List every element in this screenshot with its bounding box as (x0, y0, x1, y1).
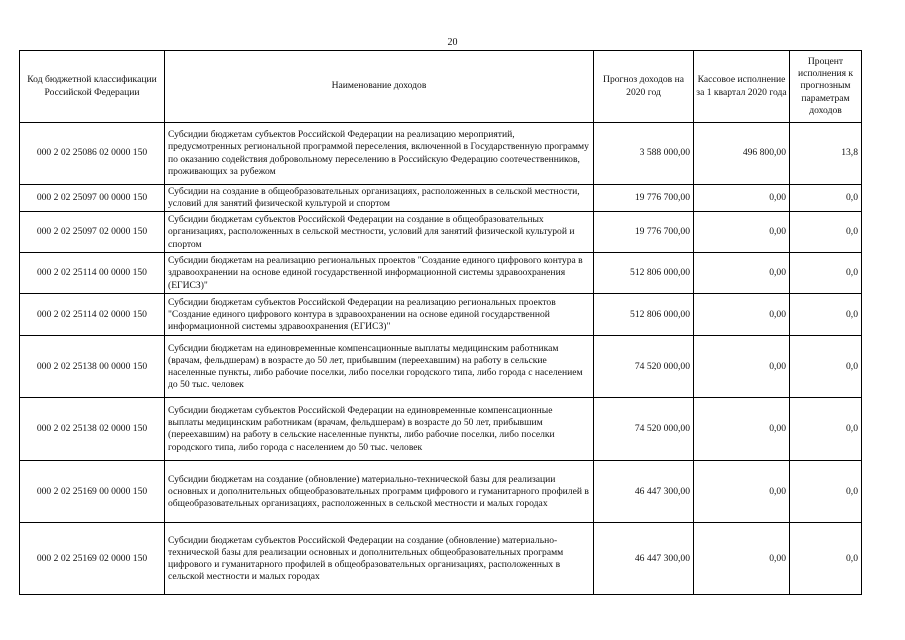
row-forecast: 512 806 000,00 (594, 294, 694, 336)
table-row (20, 294, 862, 336)
table-row (20, 523, 862, 595)
row-percent: 0,0 (790, 398, 862, 461)
row-percent: 0,0 (790, 253, 862, 294)
row-code: 000 2 02 25097 00 0000 150 (20, 185, 165, 212)
row-percent: 0,0 (790, 523, 862, 595)
row-percent: 0,0 (790, 212, 862, 253)
table-row (20, 253, 862, 294)
header-code: Код бюджетной классификации Российской Федерации (20, 51, 165, 123)
row-forecast: 46 447 300,00 (594, 461, 694, 523)
row-execution: 496 800,00 (694, 123, 790, 185)
header-percent: Процент исполнения к прогнозным параметрам доходов (790, 51, 862, 123)
table-row (20, 398, 862, 461)
table-row (20, 461, 862, 523)
header-name: Наименование доходов (165, 51, 594, 123)
row-code: 000 2 02 25138 00 0000 150 (20, 336, 165, 398)
row-execution: 0,00 (694, 294, 790, 336)
row-execution: 0,00 (694, 253, 790, 294)
row-code: 000 2 02 25086 02 0000 150 (20, 123, 165, 185)
row-percent: 0,0 (790, 294, 862, 336)
row-name: Субсидии бюджетам субъектов Российской Федерации на создание (обновление) материально-технической базы для реализации основных и дополнительных общеобразовательных программ цифрового и гуманитарного профилей в общеобразовательных организациях, расположенных в сельской местности и малых городах (165, 523, 594, 595)
row-code: 000 2 02 25114 00 0000 150 (20, 253, 165, 294)
row-name: Субсидии бюджетам субъектов Российской Федерации на реализацию региональных проектов "Создание единого цифрового контура в здравоохранении на основе единой государственной информационной системы здравоохранения (ЕГИСЗ)" (165, 294, 594, 336)
row-name: Субсидии бюджетам на реализацию региональных проектов "Создание единого цифрового контура в здравоохранении на основе единой государственной информационной системы здравоохранения (ЕГИСЗ)" (165, 253, 594, 294)
row-name: Субсидии бюджетам на создание (обновление) материально-технической базы для реализации основных и дополнительных общеобразовательных программ цифрового и гуманитарного профилей в общеобразовательных организациях, расположенных в сельской местности и малых городах (165, 461, 594, 523)
row-execution: 0,00 (694, 185, 790, 212)
row-forecast: 19 776 700,00 (594, 185, 694, 212)
row-execution: 0,00 (694, 336, 790, 398)
table-row (20, 123, 862, 185)
row-code: 000 2 02 25169 00 0000 150 (20, 461, 165, 523)
page-number: 20 (447, 37, 458, 48)
row-name: Субсидии на создание в общеобразовательных организациях, расположенных в сельской местности, условий для занятий физической культурой и спортом (165, 185, 594, 212)
row-name: Субсидии бюджетам субъектов Российской Федерации на реализацию мероприятий, предусмотренных региональной программой переселения, включенной в Государственную программу по оказанию содействия добровольному переселению в Российскую Федерацию соотечественников, проживающих за рубежом (165, 123, 594, 185)
table-header-row (20, 51, 862, 123)
revenue-table (19, 50, 862, 595)
row-code: 000 2 02 25138 02 0000 150 (20, 398, 165, 461)
row-code: 000 2 02 25097 02 0000 150 (20, 212, 165, 253)
table-row (20, 212, 862, 253)
row-forecast: 74 520 000,00 (594, 398, 694, 461)
header-forecast: Прогноз доходов на 2020 год (594, 51, 694, 123)
row-name: Субсидии бюджетам на единовременные компенсационные выплаты медицинским работникам (врачам, фельдшерам) в возрасте до 50 лет, прибывшим (переехавшим) на работу в сельские населенные пункты, либо рабочие поселки, либо поселки городского типа, либо города с населением до 50 тыс. человек (165, 336, 594, 398)
row-percent: 0,0 (790, 461, 862, 523)
row-forecast: 74 520 000,00 (594, 336, 694, 398)
row-forecast: 46 447 300,00 (594, 523, 694, 595)
row-name: Субсидии бюджетам субъектов Российской Федерации на создание в общеобразовательных организациях, расположенных в сельской местности, условий для занятий физической культурой и спортом (165, 212, 594, 253)
row-execution: 0,00 (694, 398, 790, 461)
table-row (20, 185, 862, 212)
row-code: 000 2 02 25169 02 0000 150 (20, 523, 165, 595)
row-execution: 0,00 (694, 212, 790, 253)
row-execution: 0,00 (694, 523, 790, 595)
row-forecast: 512 806 000,00 (594, 253, 694, 294)
row-percent: 13,8 (790, 123, 862, 185)
row-forecast: 3 588 000,00 (594, 123, 694, 185)
row-forecast: 19 776 700,00 (594, 212, 694, 253)
row-code: 000 2 02 25114 02 0000 150 (20, 294, 165, 336)
row-name: Субсидии бюджетам субъектов Российской Федерации на единовременные компенсационные выплаты медицинским работникам (врачам, фельдшерам) в возрасте до 50 лет, прибывшим (переехавшим) на работу в сельские населенные пункты, либо рабочие поселки, либо поселки городского типа, либо города с населением до 50 тыс. человек (165, 398, 594, 461)
header-execution: Кассовое исполнение за 1 квартал 2020 года (694, 51, 790, 123)
row-execution: 0,00 (694, 461, 790, 523)
row-percent: 0,0 (790, 185, 862, 212)
table-row (20, 336, 862, 398)
row-percent: 0,0 (790, 336, 862, 398)
